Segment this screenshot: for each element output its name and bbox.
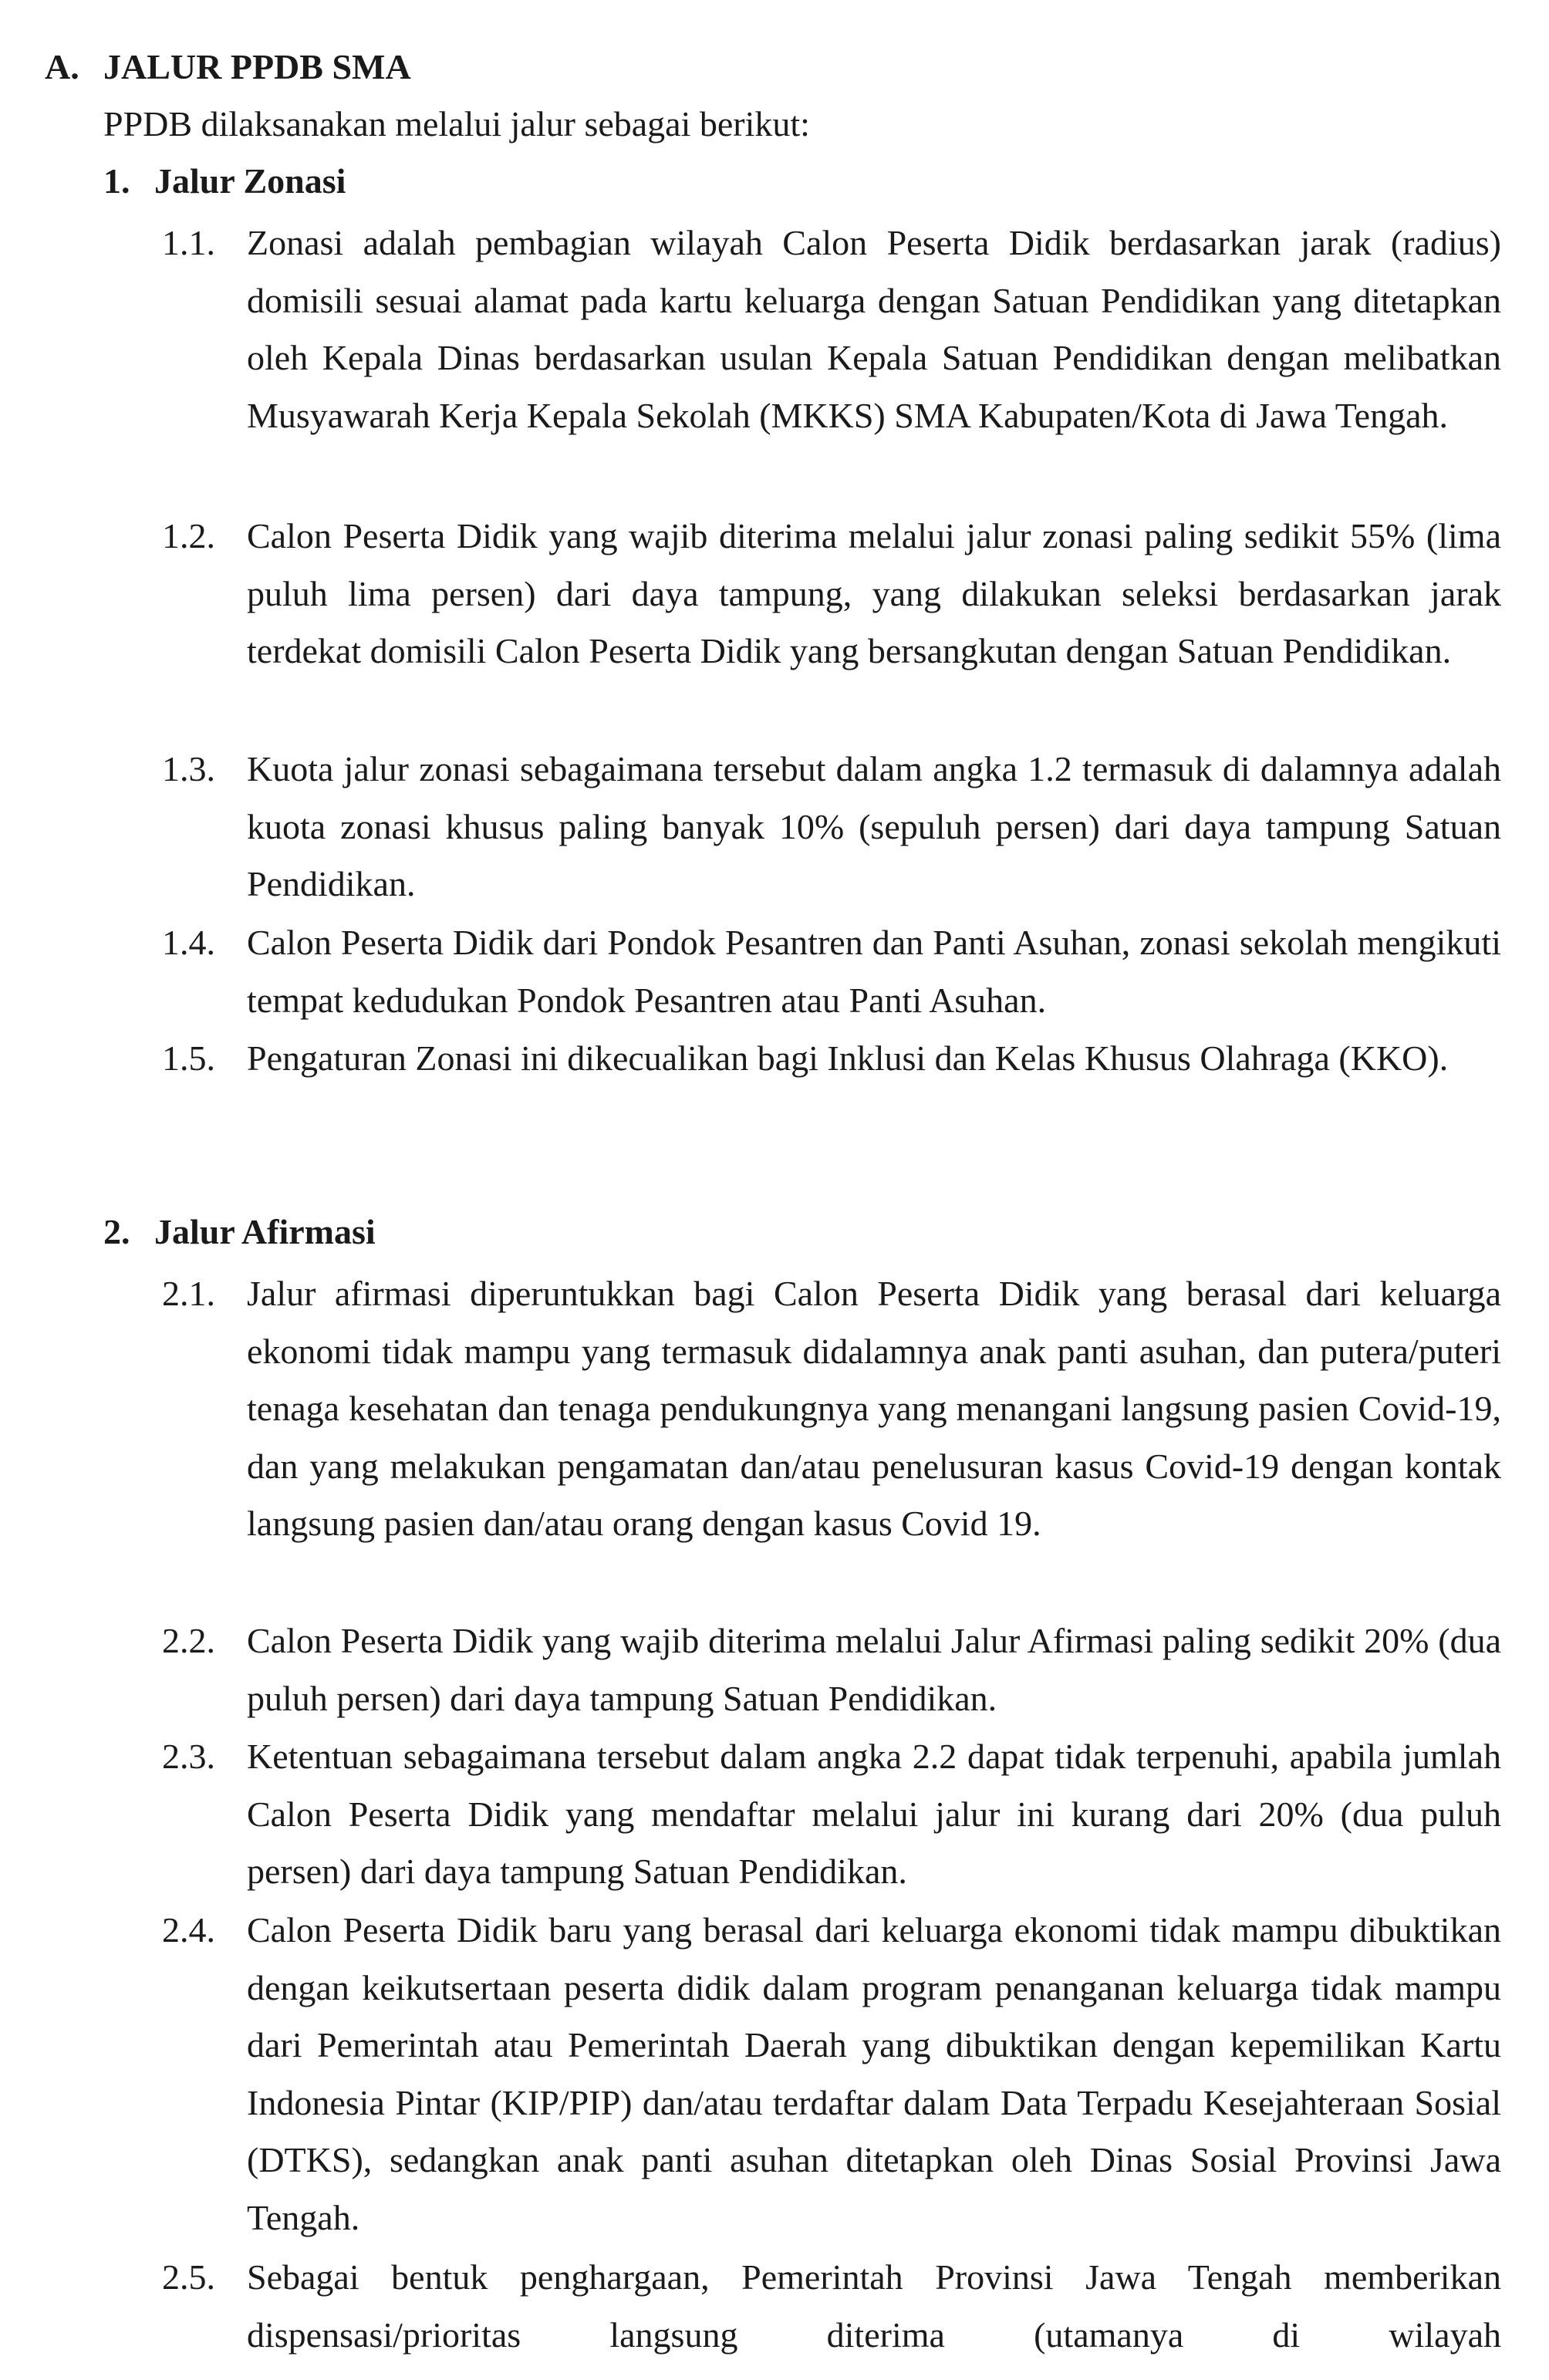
- section-a-title: JALUR PPDB SMA: [103, 47, 411, 86]
- jalur-zonasi-heading: [103, 154, 346, 208]
- zonasi-item-1-2: [162, 508, 1501, 680]
- item-number: 2.3.: [162, 1737, 215, 1776]
- item-text: Jalur afirmasi diperuntukkan bagi Calon Peserta Didik yang berasal dari keluarga ekonomi tidak mampu yang termasuk didalamnya anak panti asuhan, dan putera/puteri tenaga kesehatan dan tenaga pendukungnya yang menangani langsung pasien Covid-19, dan yang melakukan pengamatan dan/atau penelusuran kasus Covid-19 dengan kontak langsung pasien dan/atau orang dengan kasus Covid 19.: [247, 1274, 1501, 1543]
- section-a-number: A.: [45, 47, 79, 86]
- item-text: Kuota jalur zonasi sebagaimana tersebut dalam angka 1.2 termasuk di dalamnya adalah kuota zonasi khusus paling banyak 10% (sepuluh persen) dari daya tampung Satuan Pendidikan.: [247, 749, 1501, 903]
- afirmasi-item-2-5: [162, 2249, 1501, 2364]
- zonasi-item-1-5: [162, 1030, 1501, 1088]
- item-text: Calon Peserta Didik baru yang berasal dari keluarga ekonomi tidak mampu dibuktikan dengan keikutsertaan peserta didik dalam program penanganan keluarga tidak mampu dari Pemerintah atau Pemerintah Daerah yang dibuktikan dengan kepemilikan Kartu Indonesia Pintar (KIP/PIP) dan/atau terdaftar dalam Data Terpadu Kesejahteraan Sosial (DTKS), sedangkan anak panti asuhan ditetapkan oleh Dinas Sosial Provinsi Jawa Tengah.: [247, 1910, 1501, 2237]
- jalur-afirmasi-number: 2.: [103, 1212, 130, 1251]
- zonasi-item-1-4: [162, 914, 1501, 1029]
- zonasi-item-1-3: [162, 741, 1501, 913]
- item-text: Sebagai bentuk penghargaan, Pemerintah Provinsi Jawa Tengah memberikan dispensasi/prioritas langsung diterima (utamanya di wilayah: [247, 2257, 1501, 2355]
- item-number: 1.3.: [162, 749, 215, 788]
- jalur-afirmasi-title: Jalur Afirmasi: [154, 1212, 376, 1251]
- afirmasi-item-2-1: [162, 1265, 1501, 1553]
- item-number: 1.4.: [162, 923, 215, 962]
- item-text: Pengaturan Zonasi ini dikecualikan bagi Inklusi dan Kelas Khusus Olahraga (KKO).: [247, 1038, 1449, 1078]
- item-number: 1.2.: [162, 516, 215, 555]
- jalur-afirmasi-heading: [103, 1205, 376, 1259]
- item-number: 2.1.: [162, 1274, 215, 1313]
- item-number: 1.5.: [162, 1038, 215, 1078]
- zonasi-item-1-1: [162, 214, 1501, 444]
- section-a-heading: [45, 40, 411, 94]
- item-number: 1.1.: [162, 223, 215, 262]
- jalur-zonasi-title: Jalur Zonasi: [154, 161, 346, 201]
- item-text: Zonasi adalah pembagian wilayah Calon Peserta Didik berdasarkan jarak (radius) domisili sesuai alamat pada kartu keluarga dengan Satuan Pendidikan yang ditetapkan oleh Kepala Dinas berdasarkan usulan Kepala Satuan Pendidikan dengan melibatkan Musyawarah Kerja Kepala Sekolah (MKKS) SMA Kabupaten/Kota di Jawa Tengah.: [247, 223, 1501, 435]
- item-text: Calon Peserta Didik yang wajib diterima melalui Jalur Afirmasi paling sedikit 20% (dua puluh persen) dari daya tampung Satuan Pendidikan.: [247, 1621, 1501, 1718]
- item-number: 2.4.: [162, 1910, 215, 1950]
- item-number: 2.5.: [162, 2257, 215, 2297]
- afirmasi-item-2-4: [162, 1902, 1501, 2247]
- jalur-zonasi-number: 1.: [103, 161, 130, 201]
- item-text: Calon Peserta Didik yang wajib diterima melalui jalur zonasi paling sedikit 55% (lima puluh lima persen) dari daya tampung, yang dilakukan seleksi berdasarkan jarak terdekat domisili Calon Peserta Didik yang bersangkutan dengan Satuan Pendidikan.: [247, 516, 1501, 670]
- afirmasi-item-2-2: [162, 1612, 1501, 1727]
- section-a-intro: PPDB dilaksanakan melalui jalur sebagai berikut:: [103, 104, 810, 143]
- item-number: 2.2.: [162, 1621, 215, 1660]
- item-text: Ketentuan sebagaimana tersebut dalam angka 2.2 dapat tidak terpenuhi, apabila jumlah Calon Peserta Didik yang mendaftar melalui jalur ini kurang dari 20% (dua puluh persen) dari daya tampung Satuan Pendidikan.: [247, 1737, 1501, 1891]
- afirmasi-item-2-3: [162, 1728, 1501, 1901]
- item-text: Calon Peserta Didik dari Pondok Pesantren dan Panti Asuhan, zonasi sekolah mengikuti tempat kedudukan Pondok Pesantren atau Panti Asuhan.: [247, 923, 1501, 1020]
